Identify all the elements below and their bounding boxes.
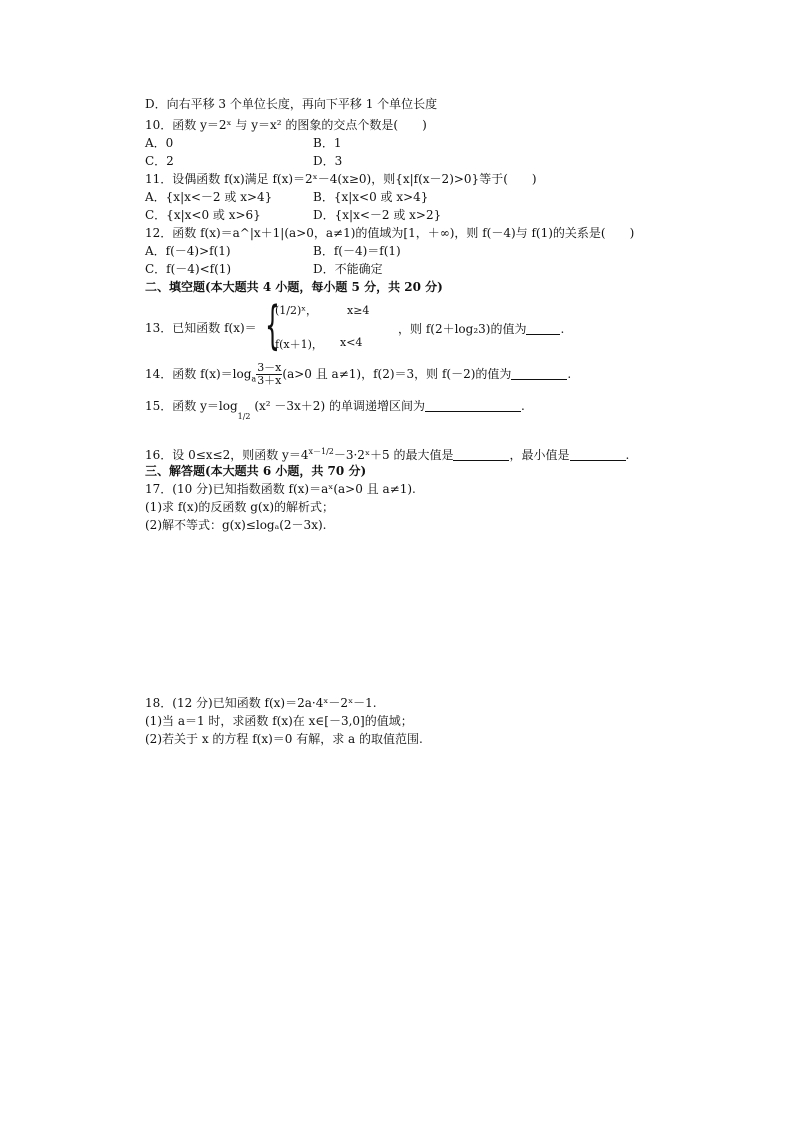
q16-max-blank[interactable] xyxy=(453,448,509,461)
q15-suffix: 的单调递增区间为 xyxy=(328,399,425,413)
section-fill-in: 二、填空题(本大题共 4 小题，每小题 5 分，共 20 分) xyxy=(145,280,443,294)
q10-option-a: A．0 xyxy=(145,136,174,150)
q15-log-base: 1/2 xyxy=(237,412,251,422)
q13-case1-condition: x≥4 xyxy=(347,304,370,317)
q17-stem: 17．(10 分)已知指数函数 f(x)＝aˣ(a>0 且 a≠1). xyxy=(145,482,416,496)
q14-prefix: 14．函数 f(x)＝log xyxy=(145,367,252,381)
q13-case1: (1/2)ˣ， xyxy=(275,304,317,317)
q12-option-d: D．不能确定 xyxy=(313,262,383,276)
q14-fraction xyxy=(256,362,282,387)
brace-glyph: { xyxy=(265,296,280,356)
q13-prefix: 13．已知函数 f(x)＝ xyxy=(145,321,257,335)
q10-option-d: D．3 xyxy=(313,154,343,168)
q18-part1: (1)当 a＝1 时，求函数 f(x)在 x∈[－3,0]的值域； xyxy=(145,714,413,728)
q15-answer-blank[interactable] xyxy=(425,399,521,412)
q14-suffix: (a>0 且 a≠1)，f(2)＝3，则 f(－2)的值为 xyxy=(282,367,512,381)
q15-line: 15．函数 $y=\log_{1/2}$ (x² －3x＋2) 的单调递增区间为 . xyxy=(145,399,525,422)
q14-line: 14．函数 $f(x)=\log_a$ $\frac{3-x}{3+x}$ (a>0 且 a≠1)，f(2)＝3，则 f(－2)的值为 . xyxy=(145,361,572,387)
q11-option-b: B．{x|x<0 或 x>4} xyxy=(313,190,429,204)
q16-line: 16．设 0≤x≤2，则函数 $y=4^{x-1/2}-3\cdot 2ˣ+5$ 的最大值是 ，最小值是 . xyxy=(145,447,630,462)
q12-option-b: B．f(－4)＝f(1) xyxy=(313,244,401,258)
q15-argument: (x² －3x＋2) xyxy=(254,399,326,413)
q18-part2: (2)若关于 x 的方程 f(x)＝0 有解，求 a 的取值范围. xyxy=(145,732,423,746)
section-solve: 三、解答题(本大题共 6 小题，共 70 分) xyxy=(145,464,367,478)
q12-option-c: C．f(－4)<f(1) xyxy=(145,262,232,276)
q13-tail: ，则 f(2＋log₂3)的值为 . xyxy=(398,322,565,336)
q12-option-a: A．f(－4)>f(1) xyxy=(145,244,231,258)
q13-case2-condition: x<4 xyxy=(340,336,363,349)
q14-numerator: 3－x xyxy=(257,361,282,374)
q14-denominator: 3＋x xyxy=(257,374,282,387)
q13-case2: f(x＋1)， xyxy=(275,338,323,351)
q16-exponent: x－1/2 xyxy=(308,447,334,456)
q16-base: 4 xyxy=(300,448,309,462)
q10-option-b: B．1 xyxy=(313,136,342,150)
q13-answer-blank[interactable] xyxy=(526,322,560,335)
q15-log: log xyxy=(218,399,238,413)
q14-log-base: a xyxy=(251,374,257,384)
q14-answer-blank[interactable] xyxy=(511,367,567,380)
q15-prefix: 15．函数 y＝ xyxy=(145,399,219,413)
q12-stem: 12．函数 f(x)＝a^|x＋1|(a>0，a≠1)的值域为[1，＋∞)，则 f(－4)与 f(1)的关系是( ) xyxy=(145,226,635,240)
q11-option-a: A．{x|x<－2 或 x>4} xyxy=(145,190,273,204)
q10-option-c: C．2 xyxy=(145,154,174,168)
q17-part2: (2)解不等式：g(x)≤logₐ(2－3x). xyxy=(145,518,327,532)
q13-piecewise xyxy=(265,296,595,356)
q16-middle: －3·2ˣ＋5 的最大值是 xyxy=(333,448,454,462)
q16-min-blank[interactable] xyxy=(570,448,626,461)
q16-prefix: 16．设 0≤x≤2，则函数 y＝ xyxy=(145,448,301,462)
q10-stem: 10．函数 y＝2ˣ 与 y＝x² 的图象的交点个数是( ) xyxy=(145,118,427,132)
q11-option-c: C．{x|x<0 或 x>6} xyxy=(145,208,261,222)
q9-option-d: D．向右平移 3 个单位长度，再向下平移 1 个单位长度 xyxy=(145,97,438,111)
q11-stem: 11．设偶函数 f(x)满足 f(x)＝2ˣ－4(x≥0)，则{x|f(x－2)>0}等于( ) xyxy=(145,172,537,186)
q18-stem: 18．(12 分)已知函数 f(x)＝2a·4ˣ－2ˣ－1. xyxy=(145,696,377,710)
q16-middle2: ，最小值是 xyxy=(509,448,570,462)
q11-option-d: D．{x|x<－2 或 x>2} xyxy=(313,208,442,222)
q17-part1: (1)求 f(x)的反函数 g(x)的解析式； xyxy=(145,500,335,514)
q13-suffix: ，则 f(2＋log₂3)的值为 xyxy=(398,322,527,336)
